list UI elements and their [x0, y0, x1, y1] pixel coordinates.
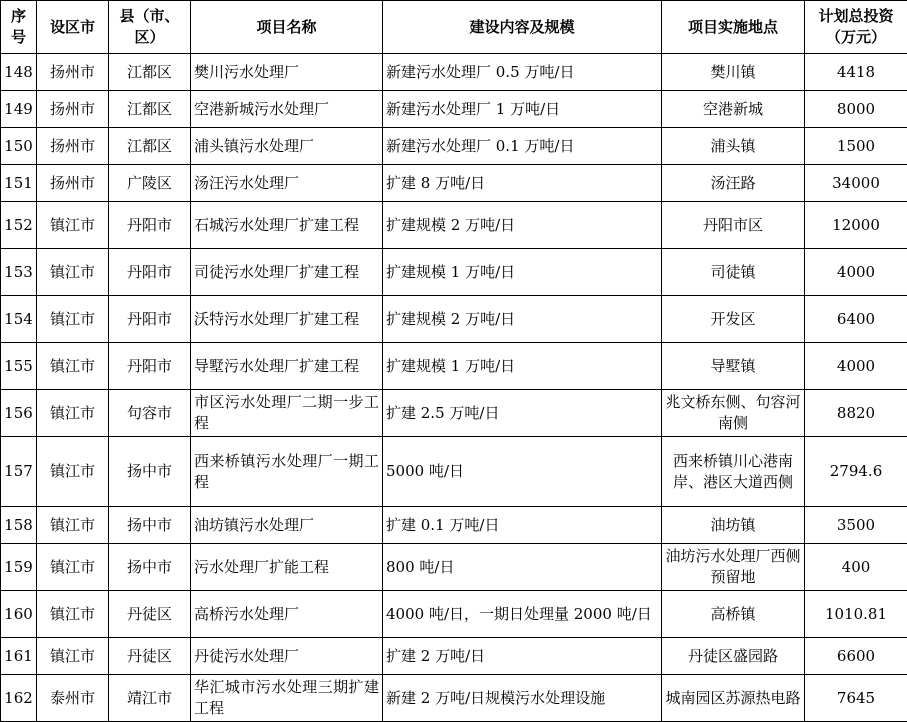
cell-city: 镇江市 [37, 296, 109, 343]
header-county: 县（市、区） [109, 1, 191, 54]
cell-location: 油坊污水处理厂西侧预留地 [662, 544, 805, 591]
cell-investment: 6400 [805, 296, 907, 343]
cell-seq: 161 [1, 638, 37, 675]
cell-investment: 3500 [805, 507, 907, 544]
table-row [1, 165, 907, 202]
cell-county: 丹阳市 [109, 202, 191, 249]
table-row [1, 296, 907, 343]
cell-seq: 160 [1, 591, 37, 638]
cell-project: 污水处理厂扩能工程 [191, 544, 383, 591]
cell-investment: 4000 [805, 343, 907, 390]
cell-investment: 2794.6 [805, 437, 907, 507]
cell-investment: 8000 [805, 91, 907, 128]
table-row [1, 343, 907, 390]
cell-city: 镇江市 [37, 390, 109, 437]
cell-city: 扬州市 [37, 128, 109, 165]
table-row [1, 591, 907, 638]
cell-project: 丹徒污水处理厂 [191, 638, 383, 675]
cell-content: 4000 吨/日，一期日处理量 2000 吨/日 [383, 591, 662, 638]
cell-project: 西来桥镇污水处理厂一期工程 [191, 437, 383, 507]
cell-seq: 158 [1, 507, 37, 544]
cell-project: 浦头镇污水处理厂 [191, 128, 383, 165]
cell-county: 江都区 [109, 128, 191, 165]
cell-location: 油坊镇 [662, 507, 805, 544]
table-row [1, 202, 907, 249]
cell-location: 丹徒区盛园路 [662, 638, 805, 675]
table-row [1, 249, 907, 296]
table-body [1, 54, 907, 722]
cell-content: 800 吨/日 [383, 544, 662, 591]
cell-location: 司徒镇 [662, 249, 805, 296]
cell-city: 泰州市 [37, 675, 109, 722]
cell-project: 市区污水处理厂二期一步工程 [191, 390, 383, 437]
cell-seq: 148 [1, 54, 37, 91]
header-seq: 序号 [1, 1, 37, 54]
cell-location: 西来桥镇川心港南岸、港区大道西侧 [662, 437, 805, 507]
cell-location: 导墅镇 [662, 343, 805, 390]
cell-county: 广陵区 [109, 165, 191, 202]
cell-content: 扩建规模 2 万吨/日 [383, 296, 662, 343]
cell-investment: 400 [805, 544, 907, 591]
cell-county: 句容市 [109, 390, 191, 437]
cell-content: 5000 吨/日 [383, 437, 662, 507]
cell-city: 镇江市 [37, 507, 109, 544]
cell-content: 新建污水处理厂 1 万吨/日 [383, 91, 662, 128]
header-investment: 计划总投资（万元） [805, 1, 907, 54]
cell-content: 扩建 2.5 万吨/日 [383, 390, 662, 437]
cell-seq: 155 [1, 343, 37, 390]
cell-county: 扬中市 [109, 437, 191, 507]
cell-location: 丹阳市区 [662, 202, 805, 249]
cell-project: 高桥污水处理厂 [191, 591, 383, 638]
cell-county: 丹徒区 [109, 638, 191, 675]
cell-investment: 6600 [805, 638, 907, 675]
cell-county: 江都区 [109, 91, 191, 128]
cell-seq: 154 [1, 296, 37, 343]
cell-investment: 7645 [805, 675, 907, 722]
header-city: 设区市 [37, 1, 109, 54]
cell-city: 镇江市 [37, 343, 109, 390]
cell-project: 华汇城市污水处理三期扩建工程 [191, 675, 383, 722]
table-row [1, 91, 907, 128]
header-row [1, 1, 907, 54]
header-location: 项目实施地点 [662, 1, 805, 54]
table-row [1, 675, 907, 722]
cell-county: 扬中市 [109, 507, 191, 544]
cell-city: 镇江市 [37, 249, 109, 296]
cell-content: 新建污水处理厂 0.1 万吨/日 [383, 128, 662, 165]
cell-city: 扬州市 [37, 91, 109, 128]
cell-investment: 12000 [805, 202, 907, 249]
cell-project: 油坊镇污水处理厂 [191, 507, 383, 544]
cell-city: 镇江市 [37, 638, 109, 675]
cell-seq: 157 [1, 437, 37, 507]
cell-seq: 150 [1, 128, 37, 165]
cell-content: 扩建 2 万吨/日 [383, 638, 662, 675]
cell-city: 扬州市 [37, 165, 109, 202]
table-row [1, 128, 907, 165]
cell-location: 樊川镇 [662, 54, 805, 91]
cell-location: 开发区 [662, 296, 805, 343]
cell-county: 丹阳市 [109, 343, 191, 390]
cell-seq: 162 [1, 675, 37, 722]
cell-content: 新建污水处理厂 0.5 万吨/日 [383, 54, 662, 91]
cell-location: 浦头镇 [662, 128, 805, 165]
cell-county: 丹阳市 [109, 296, 191, 343]
cell-city: 镇江市 [37, 544, 109, 591]
cell-county: 扬中市 [109, 544, 191, 591]
cell-seq: 152 [1, 202, 37, 249]
cell-content: 扩建 8 万吨/日 [383, 165, 662, 202]
cell-location: 高桥镇 [662, 591, 805, 638]
table-row [1, 54, 907, 91]
cell-content: 扩建 0.1 万吨/日 [383, 507, 662, 544]
cell-project: 石城污水处理厂扩建工程 [191, 202, 383, 249]
header-content: 建设内容及规模 [383, 1, 662, 54]
cell-county: 江都区 [109, 54, 191, 91]
cell-city: 扬州市 [37, 54, 109, 91]
cell-location: 城南园区苏源热电路 [662, 675, 805, 722]
cell-project: 空港新城污水处理厂 [191, 91, 383, 128]
cell-content: 扩建规模 2 万吨/日 [383, 202, 662, 249]
table-row [1, 437, 907, 507]
cell-county: 丹阳市 [109, 249, 191, 296]
cell-location: 空港新城 [662, 91, 805, 128]
cell-county: 靖江市 [109, 675, 191, 722]
cell-county: 丹徒区 [109, 591, 191, 638]
cell-investment: 4000 [805, 249, 907, 296]
table-row [1, 638, 907, 675]
cell-project: 导墅污水处理厂扩建工程 [191, 343, 383, 390]
table-row [1, 544, 907, 591]
cell-seq: 149 [1, 91, 37, 128]
cell-location: 汤汪路 [662, 165, 805, 202]
cell-seq: 156 [1, 390, 37, 437]
cell-project: 沃特污水处理厂扩建工程 [191, 296, 383, 343]
cell-seq: 153 [1, 249, 37, 296]
cell-city: 镇江市 [37, 437, 109, 507]
cell-project: 司徒污水处理厂扩建工程 [191, 249, 383, 296]
header-project: 项目名称 [191, 1, 383, 54]
cell-city: 镇江市 [37, 202, 109, 249]
cell-seq: 151 [1, 165, 37, 202]
cell-investment: 34000 [805, 165, 907, 202]
cell-project: 樊川污水处理厂 [191, 54, 383, 91]
table-row [1, 390, 907, 437]
cell-investment: 1500 [805, 128, 907, 165]
cell-investment: 1010.81 [805, 591, 907, 638]
cell-seq: 159 [1, 544, 37, 591]
cell-content: 扩建规模 1 万吨/日 [383, 249, 662, 296]
cell-content: 扩建规模 1 万吨/日 [383, 343, 662, 390]
cell-project: 汤汪污水处理厂 [191, 165, 383, 202]
cell-location: 兆文桥东侧、句容河南侧 [662, 390, 805, 437]
cell-city: 镇江市 [37, 591, 109, 638]
table-row [1, 507, 907, 544]
cell-investment: 4418 [805, 54, 907, 91]
cell-content: 新建 2 万吨/日规模污水处理设施 [383, 675, 662, 722]
cell-investment: 8820 [805, 390, 907, 437]
